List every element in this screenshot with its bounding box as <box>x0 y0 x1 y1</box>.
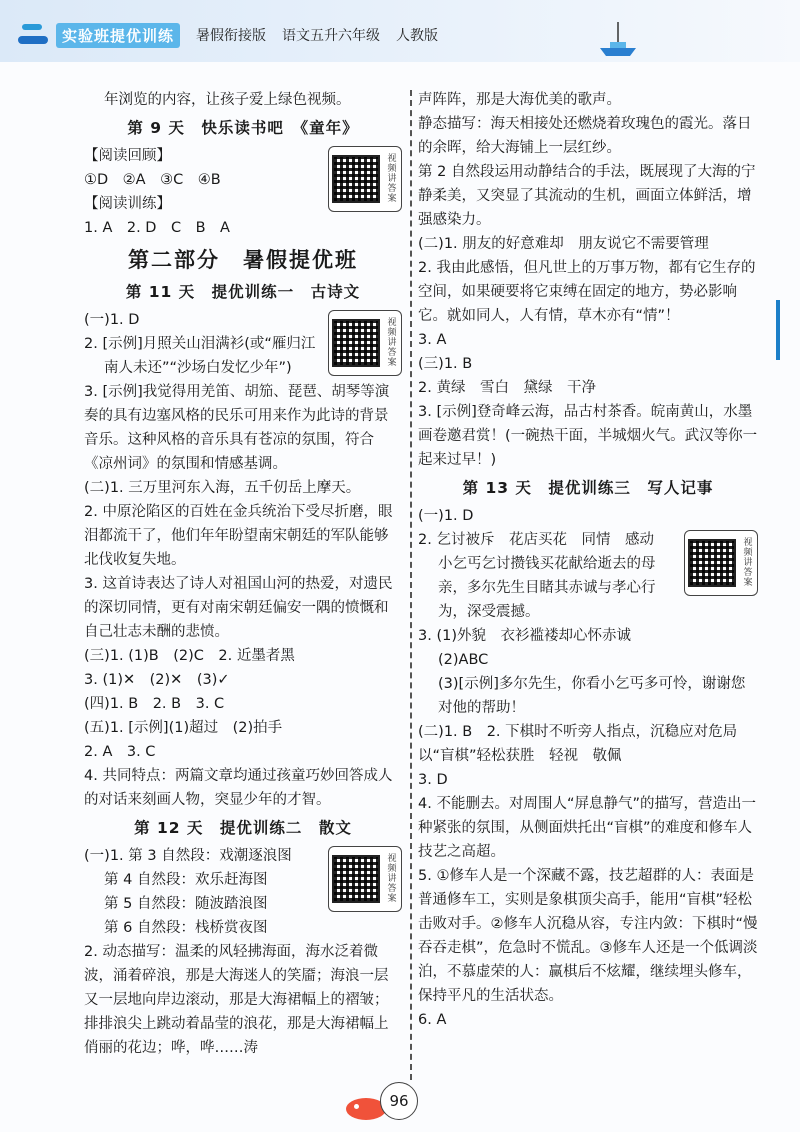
answer-line: 3. A <box>418 332 447 348</box>
qr-code[interactable] <box>328 310 402 376</box>
answer-line: (二)1. B 2. 下棋时不听旁人指点，沉稳应对危局 以“盲棋”轻松获胜 轻视 敬佩 <box>418 724 752 764</box>
answer-line: 南人未还”“沙场白发忆少年”) <box>104 360 292 376</box>
answer-line: 5. ①修车人是一个深藏不露，技艺超群的人：表面是普通修车工，实则是象棋顶尖高手，能用“盲棋”轻松击败对手。②修车人沉稳从容，专注内敛：下棋时“慢吞吞走棋”，危急时不慌乱。③修车人还是一个低调淡泊，不慕虚荣的人：赢棋后不炫耀，继续埋头修车，保持平凡的生活状态。 <box>418 868 758 1004</box>
answer-line: (2)ABC <box>438 652 489 668</box>
answer-line: 2. 动态描写：温柔的风轻拂海面，海水泛着微波，涌着碎浪，那是大海迷人的笑靥；海浪一层又一层地向岸边滚动，那是大海裙幅上的褶皱；排排浪尖上跳动着晶莹的浪花，那是大海裙幅上俏丽的花边；哗，哗……涛 <box>84 944 389 1056</box>
page-header <box>0 0 800 62</box>
left-column <box>84 88 402 1060</box>
answer-line: 静态描写：海天相接处还燃烧着玫瑰色的霞光。落日的余晖，给大海铺上一层红纱。 <box>418 116 752 156</box>
edition-label: 暑假衔接版 <box>196 28 267 44</box>
answer-line: 第 4 自然段：欢乐赶海图 <box>104 872 268 888</box>
answer-line: 2. 乞讨被斥 花店买花 同情 感动 <box>418 532 654 548</box>
answer-line: 3. [示例]登奇峰云海，品古村茶香。皖南黄山，水墨画卷邀君赏！(一碗热干面，半城烟火气。武汉等你一起来过早！) <box>418 404 758 468</box>
qr-label: 视频讲答案 <box>387 318 397 368</box>
brand-name: 实验班提优训练 <box>56 23 180 48</box>
answer-line: 2. 中原沦陷区的百姓在金兵统治下受尽折磨，眼泪都流干了，他们年年盼望南宋朝廷的军队能够北伐收复失地。 <box>84 504 393 568</box>
answer-line: 3. (1)外貌 衣衫褴褛却心怀赤诚 <box>418 628 631 644</box>
brand-bar <box>18 22 438 48</box>
answer-line: 4. 不能删去。对周围人“屏息静气”的描写，营造出一种紧张的氛围，从侧面烘托出“盲棋”的难度和修车人技艺之高超。 <box>418 796 756 860</box>
boat-icon <box>596 20 640 60</box>
answer-line: 年浏览的内容，让孩子爱上绿色视频。 <box>104 92 351 108</box>
answer-line: (三)1. (1)B (2)C 2. 近墨者黑 <box>84 648 295 664</box>
answer-line: (一)1. D <box>418 508 474 524</box>
right-column <box>418 88 758 1032</box>
answer-line: 4. 共同特点：两篇文章均通过孩童巧妙回答成人的对话来刻画人物，突显少年的才智。 <box>84 768 393 808</box>
qr-pattern <box>332 155 380 203</box>
publisher-label: 人教版 <box>396 28 439 44</box>
answer-line: 3. 这首诗表达了诗人对祖国山河的热爱，对遗民的深切同情，更有对南宋朝廷偏安一隅的愤慨和自己壮志未酬的悲愤。 <box>84 576 393 640</box>
answer-line: 3. (1)✕ (2)✕ (3)✓ <box>84 672 230 688</box>
qr-code[interactable] <box>684 530 758 596</box>
answer-line: 6. A <box>418 1012 447 1028</box>
subject-label: 语文五升六年级 <box>282 28 381 44</box>
page-number: 96 <box>380 1082 418 1120</box>
qr-label: 视频讲答案 <box>387 854 397 904</box>
answer-line: 2. A 3. C <box>84 744 156 760</box>
answer-line: (五)1. [示例](1)超过 (2)拍手 <box>84 720 283 736</box>
answer-line: 1. A 2. D C B A <box>84 220 230 236</box>
answer-line: (二)1. 三万里河东入海，五千仞岳上摩天。 <box>84 480 361 496</box>
qr-pattern <box>332 319 380 367</box>
answer-line: 2. 我由此感悟，但凡世上的万事万物，都有它生存的空间，如果硬要将它束缚在固定的地方，势必影响它。就如同人，人有情，草木亦有“情”！ <box>418 260 756 324</box>
answer-line: 3. [示例]我觉得用羌笛、胡笳、琵琶、胡琴等演奏的具有边塞风格的民乐可用来作为此诗的背景音乐。这种风格的音乐具有苍凉的氛围，符合《凉州词》的氛围和情感基调。 <box>84 384 390 472</box>
qr-label: 视频讲答案 <box>743 538 753 588</box>
answer-line: 3. D <box>418 772 448 788</box>
section-title: 第 13 天 提优训练三 写人记事 <box>462 479 714 497</box>
qr-pattern <box>332 855 380 903</box>
section-title: 第 9 天 快乐读书吧 《童年》 <box>127 119 359 137</box>
answer-line: 【阅读训练】 <box>84 196 171 212</box>
answer-line: 第 5 自然段：随波踏浪图 <box>104 896 268 912</box>
qr-code[interactable] <box>328 146 402 212</box>
answer-line: 小乞丐乞讨攒钱买花献给逝去的母亲，多尔先生目睹其赤诚与孝心行为，深受震撼。 <box>438 556 656 620</box>
answer-line: (一)1. D <box>84 312 140 328</box>
fish-eye <box>354 1104 359 1109</box>
answer-line: 2. 黄绿 雪白 黛绿 干净 <box>418 380 596 396</box>
qr-pattern <box>688 539 736 587</box>
answer-line: 声阵阵，那是大海优美的歌声。 <box>418 92 621 108</box>
answer-line: 2. [示例]月照关山泪满衫(或“雁归江 <box>84 336 316 352</box>
qr-label: 视频讲答案 <box>387 154 397 204</box>
answer-line: (一)1. 第 3 自然段：戏潮逐浪图 <box>84 848 292 864</box>
answer-line: (二)1. 朋友的好意难却 朋友说它不需要管理 <box>418 236 709 252</box>
answer-line: 第 2 自然段运用动静结合的手法，既展现了大海的宁静柔美，又突显了其流动的生机，画面立体鲜活，增强感染力。 <box>418 164 756 228</box>
section-title: 第 12 天 提优训练二 散文 <box>134 819 352 837</box>
answer-line: 第 6 自然段：栈桥赏夜图 <box>104 920 268 936</box>
side-marker <box>776 300 780 360</box>
answer-line: (四)1. B 2. B 3. C <box>84 696 225 712</box>
answer-line: ①D ②A ③C ④B <box>84 172 221 188</box>
column-divider <box>410 90 412 1080</box>
brand-logo-icon <box>18 22 50 48</box>
answer-line: 【阅读回顾】 <box>84 148 171 164</box>
section-title: 第 11 天 提优训练一 古诗文 <box>125 283 361 301</box>
qr-code[interactable] <box>328 846 402 912</box>
section-title: 第二部分 暑假提优班 <box>128 248 358 272</box>
answer-line: (3)[示例]多尔先生，你看小乞丐多可怜，谢谢您对他的帮助！ <box>438 676 746 716</box>
answer-line: (三)1. B <box>418 356 473 372</box>
